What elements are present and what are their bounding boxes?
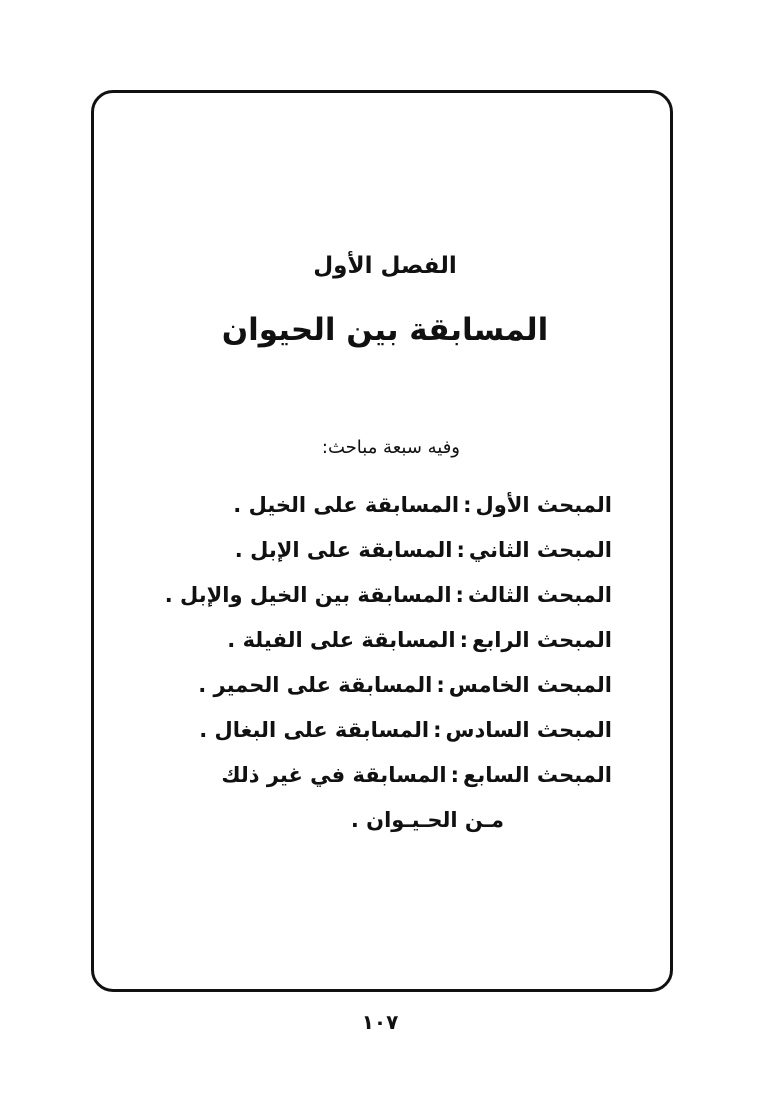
section-title: المسابقة على الفيلة . xyxy=(227,628,456,652)
section-label: المبحث الرابع xyxy=(472,628,612,652)
section-title: المسابقة على البغال . xyxy=(199,718,430,742)
section-item-1 xyxy=(165,487,612,532)
section-separator: : xyxy=(459,628,468,652)
section-label: المبحث الثالث xyxy=(467,583,612,607)
section-item-4 xyxy=(165,622,612,667)
section-label: المبحث السابع xyxy=(463,763,612,787)
sections-list xyxy=(165,487,612,842)
section-separator: : xyxy=(455,583,464,607)
section-title: المسابقة على الإبل . xyxy=(234,538,453,562)
section-label: المبحث الثاني xyxy=(468,538,612,562)
section-title: المسابقة على الحمير . xyxy=(198,673,433,697)
section-label: المبحث السادس xyxy=(445,718,612,742)
section-separator: : xyxy=(463,493,472,517)
section-item-7-continuation: مـن الحـيـوان . xyxy=(350,808,504,832)
section-separator: : xyxy=(433,718,442,742)
chapter-label: الفصل الأول xyxy=(313,253,457,279)
section-item-6 xyxy=(165,712,612,757)
section-item-7 xyxy=(165,757,612,802)
section-separator: : xyxy=(436,673,445,697)
section-item-2 xyxy=(165,532,612,577)
sections-intro: وفيه سبعة مباحث: xyxy=(321,437,460,458)
section-label: المبحث الخامس xyxy=(448,673,612,697)
section-label: المبحث الأول xyxy=(475,493,612,517)
section-title: المسابقة في غير ذلك xyxy=(221,763,447,787)
section-separator: : xyxy=(456,538,465,562)
section-item-5 xyxy=(165,667,612,712)
page-number: ١٠٧ xyxy=(361,1010,399,1034)
section-separator: : xyxy=(450,763,460,787)
section-item-3 xyxy=(165,577,612,622)
chapter-title: المسابقة بين الحيوان xyxy=(221,312,549,348)
section-title: المسابقة بين الخيل والإبل . xyxy=(164,583,452,607)
section-title: المسابقة على الخيل . xyxy=(233,493,460,517)
